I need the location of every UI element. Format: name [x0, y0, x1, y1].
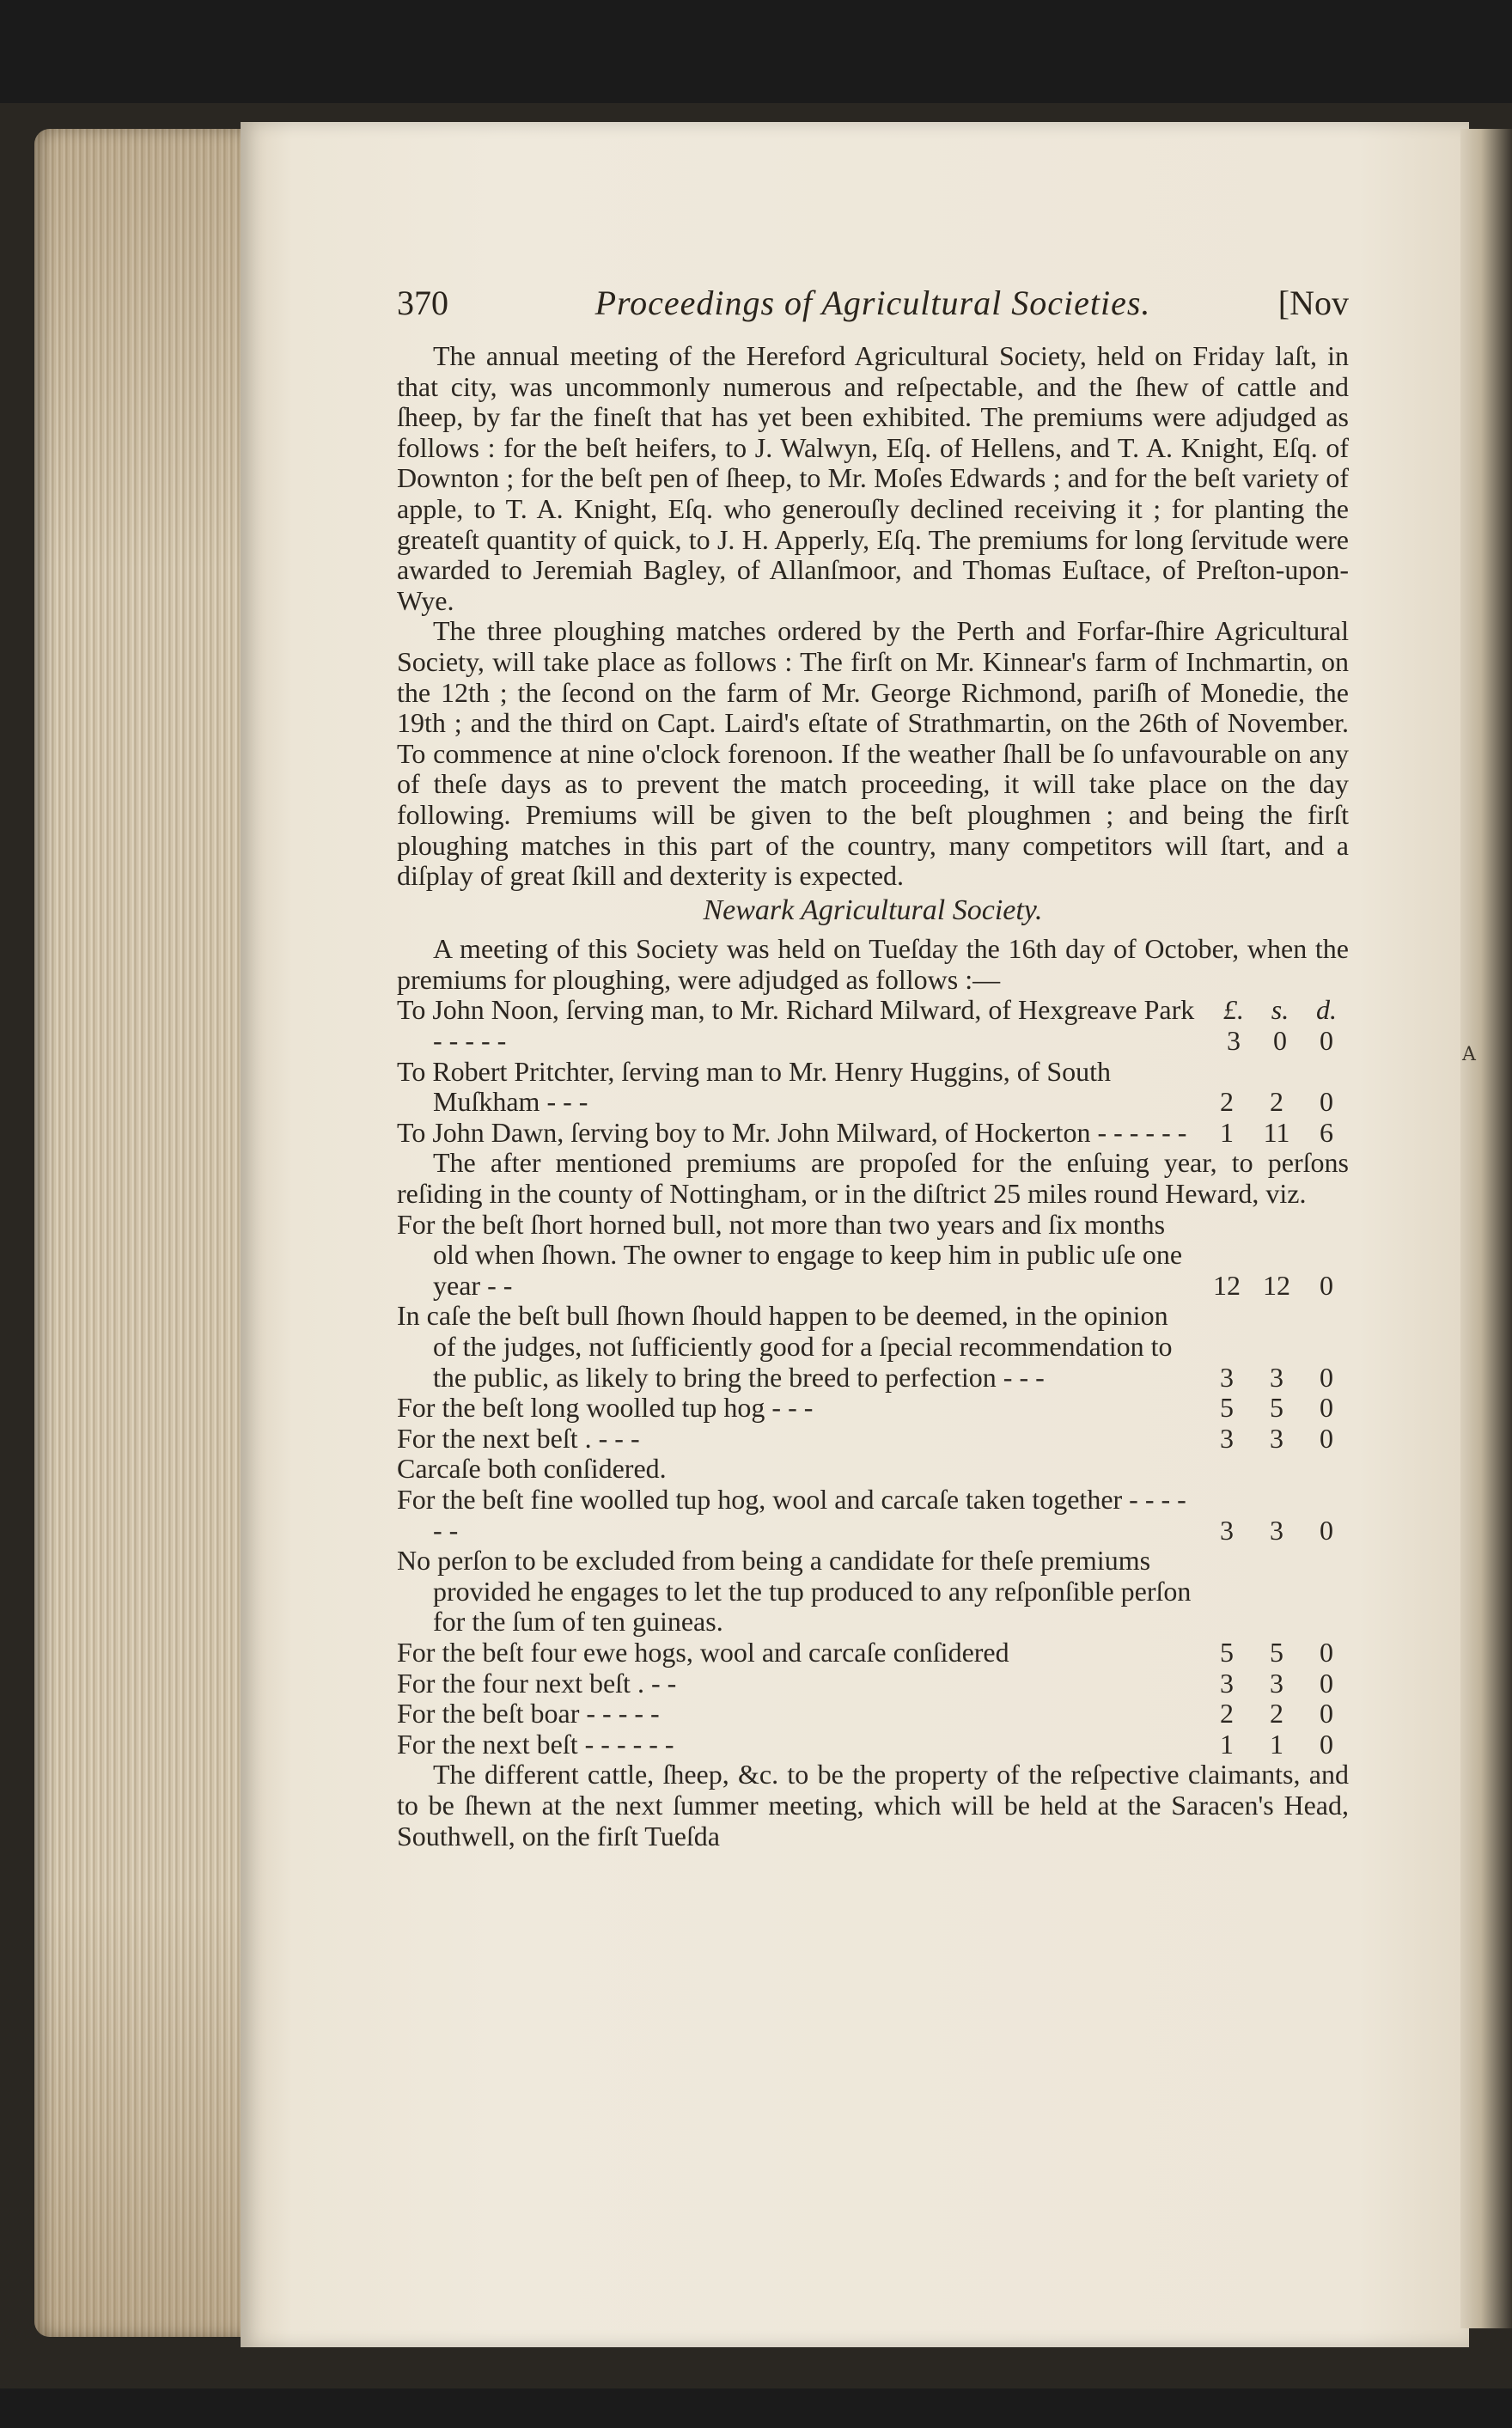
amount-shillings: 12 — [1263, 1269, 1290, 1301]
amount-pence: 0 — [1320, 1269, 1333, 1301]
award-amount — [1204, 1026, 1349, 1057]
hereford-paragraph: The annual meeting of the Hereford Agricultural Society, held on Friday laſt, in that city, was uncommonly numerous and reſpectable, and the ſhew of cattle and ſheep, by far the fineſt that has yet been exhibited. The premiums were adjudged as follows : for the beſt heifers, to J. Walwyn, Eſq. of Hellens, and T. A. Knight, Eſq. of Downton ; for the beſt pen of ſheep, to Mr. Moſes Edwards ; and for the beſt variety of apple, to T. A. Knight, Eſq. who generouſly declined receiving it ; for planting the greateſt quantity of quick, to J. H. Apperly, Eſq. The premiums for long ſervitude were awarded to Jeremiah Bagley, of Allanſmoor, and Thomas Euſtace, of Preſton-upon-Wye. — [397, 340, 1349, 616]
amount-pounds: 3 — [1220, 1667, 1234, 1699]
premium-row — [397, 1424, 1349, 1455]
award-amount — [1198, 1087, 1349, 1118]
premium-text: For the four next beſt . - - — [397, 1667, 677, 1699]
amount-pence: 0 — [1320, 1667, 1333, 1699]
premium-text: For the beſt four ewe hogs, wool and carcaſe conſidered — [397, 1636, 1009, 1668]
amount-shillings: 3 — [1270, 1667, 1283, 1699]
amount-pence: 0 — [1320, 1636, 1333, 1668]
amount-pence: 0 — [1320, 1728, 1333, 1760]
amount-shillings: 1 — [1270, 1728, 1283, 1760]
closing-paragraph: The different cattle, ſheep, &c. to be the property of the reſpective claimants, and to be ſhewn at the next ſummer meeting, which will be held at the Saracen's Head, Southwell, on the firſt Tueſda — [397, 1759, 1349, 1852]
currency-header-d: d. — [1316, 994, 1337, 1026]
premium-row — [397, 1668, 1349, 1699]
section-title: Newark Agricultural Society. — [703, 894, 1043, 926]
amount-shillings: 3 — [1270, 1361, 1283, 1393]
currency-header-s: s. — [1271, 994, 1289, 1026]
amount-pounds: 3 — [1227, 1025, 1241, 1057]
proposed-paragraph: The after mentioned premiums are propoſed for the enſuing year, to perſons reſiding in the county of Nottingham, or in the diſtrict 25 miles round Heward, viz. — [397, 1147, 1349, 1210]
page-number: 370 — [397, 284, 448, 322]
amount-pounds: 3 — [1220, 1422, 1234, 1454]
amount-pounds: 3 — [1220, 1361, 1234, 1393]
page-content — [397, 284, 1349, 1852]
premium-row — [397, 1301, 1349, 1393]
award-amount-column — [1204, 995, 1349, 1056]
amount-pence: 0 — [1320, 1086, 1333, 1118]
premium-row — [397, 1393, 1349, 1424]
amount-pence: 0 — [1320, 1422, 1333, 1454]
premium-amount — [1198, 1516, 1349, 1546]
meeting-paragraph: A meeting of this Society was held on Tueſday the 16th day of October, when the premiums for ploughing, were adjudged as follows :— — [397, 933, 1349, 995]
amount-pence: 0 — [1320, 1025, 1333, 1057]
award-text: To John Dawn, ſerving boy to Mr. John Milward, of Hockerton - - - - - - — [397, 1116, 1187, 1148]
amount-shillings: 3 — [1270, 1422, 1283, 1454]
premium-text: For the next beſt - - - - - - — [397, 1728, 674, 1760]
amount-pounds: 2 — [1220, 1698, 1234, 1729]
award-amount — [1198, 1118, 1349, 1149]
premium-amount — [1198, 1393, 1349, 1424]
award-row — [397, 1057, 1349, 1118]
premium-row — [397, 1699, 1349, 1729]
currency-header — [1204, 995, 1349, 1026]
premium-row — [397, 1546, 1349, 1638]
amount-pence: 0 — [1320, 1514, 1333, 1546]
amount-pounds: 1 — [1220, 1116, 1234, 1148]
premium-row — [397, 1454, 1349, 1485]
amount-pounds: 1 — [1220, 1728, 1234, 1760]
amount-pounds: 5 — [1220, 1636, 1234, 1668]
award-text: To John Noon, ſerving man, to Mr. Richard Milward, of Hexgreave Park - - - - - — [397, 994, 1195, 1057]
premium-row — [397, 1485, 1349, 1546]
premium-amount — [1198, 1729, 1349, 1760]
page-edges — [34, 129, 249, 2337]
facing-page-mark: A — [1462, 1044, 1476, 1065]
amount-pence: 0 — [1320, 1361, 1333, 1393]
amount-shillings: 5 — [1270, 1636, 1283, 1668]
premium-amount — [1198, 1271, 1349, 1302]
ploughing-matches-paragraph: The three ploughing matches ordered by the Perth and Forfar-ſhire Agricultural Society, will take place as follows : The firſt on Mr. Kinnear's farm of Inchmartin, on the 12th ; the ſecond on the farm of Mr. George Richmond, pariſh of Monedie, the 19th ; and the third on Capt. Laird's eſtate of Strathmartin, on the 26th of November. To commence at nine o'clock forenoon. If the weather ſhall be ſo unfavourable on any of theſe days as to prevent the match proceeding, it will take place on the day following. Premiums will be given to the beſt ploughmen ; and being the firſt ploughing matches in this part of the country, many competitors will ſtart, and a diſplay of great ſkill and dexterity is expected. — [397, 615, 1349, 892]
premium-text: For the beſt fine woolled tup hog, wool and carcaſe taken together - - - - - - — [397, 1483, 1186, 1546]
amount-shillings: 3 — [1270, 1514, 1283, 1546]
premium-text: No perſon to be excluded from being a candidate for theſe premiums provided he engages to let the tup produced to any reſponſible perſon for the ſum of ten guineas. — [397, 1545, 1192, 1638]
amount-pence: 0 — [1320, 1698, 1333, 1729]
premium-amount — [1198, 1363, 1349, 1394]
premium-amount — [1198, 1699, 1349, 1729]
running-header — [397, 284, 1349, 341]
premium-text: For the beſt long woolled tup hog - - - — [397, 1392, 814, 1424]
premium-amount — [1198, 1424, 1349, 1455]
amount-pounds: 12 — [1213, 1269, 1241, 1301]
header-month: [Nov — [1277, 284, 1349, 322]
amount-shillings: 5 — [1270, 1392, 1283, 1424]
premium-text: In caſe the beſt bull ſhown ſhould happen to be deemed, in the opinion of the judges, not ſufficiently good for a ſpecial recommendation to the public, as likely to bring the breed to perfection - - - — [397, 1300, 1173, 1393]
award-text: To Robert Pritchter, ſerving man to Mr. Henry Huggins, of South Muſkham - - - — [397, 1055, 1112, 1118]
premium-row — [397, 1210, 1349, 1302]
award-row — [397, 1118, 1349, 1149]
amount-pounds: 3 — [1220, 1514, 1234, 1546]
premium-amount — [1198, 1668, 1349, 1699]
amount-shillings: 2 — [1270, 1698, 1283, 1729]
premium-text: For the beſt ſhort horned bull, not more than two years and ſix months old when ſhown. The owner to engage to keep him in public uſe one year - - — [397, 1208, 1183, 1301]
premium-text: For the next beſt . - - - — [397, 1422, 640, 1454]
facing-page-edge — [1460, 129, 1512, 2328]
currency-header-l: £. — [1223, 994, 1244, 1026]
premium-amount — [1198, 1638, 1349, 1668]
amount-shillings: 2 — [1270, 1086, 1283, 1118]
amount-shillings: 0 — [1273, 1025, 1287, 1057]
amount-shillings: 11 — [1263, 1116, 1290, 1148]
premium-text: For the beſt boar - - - - - — [397, 1698, 660, 1729]
premium-row — [397, 1638, 1349, 1668]
amount-pounds: 2 — [1220, 1086, 1234, 1118]
running-title: Proceedings of Agricultural Societies. — [594, 284, 1151, 322]
premium-text: Carcaſe both conſidered. — [397, 1453, 667, 1485]
premium-row — [397, 1729, 1349, 1760]
amount-pence: 0 — [1320, 1392, 1333, 1424]
amount-pounds: 5 — [1220, 1392, 1234, 1424]
award-row — [397, 995, 1349, 1056]
amount-pence: 6 — [1320, 1116, 1333, 1148]
